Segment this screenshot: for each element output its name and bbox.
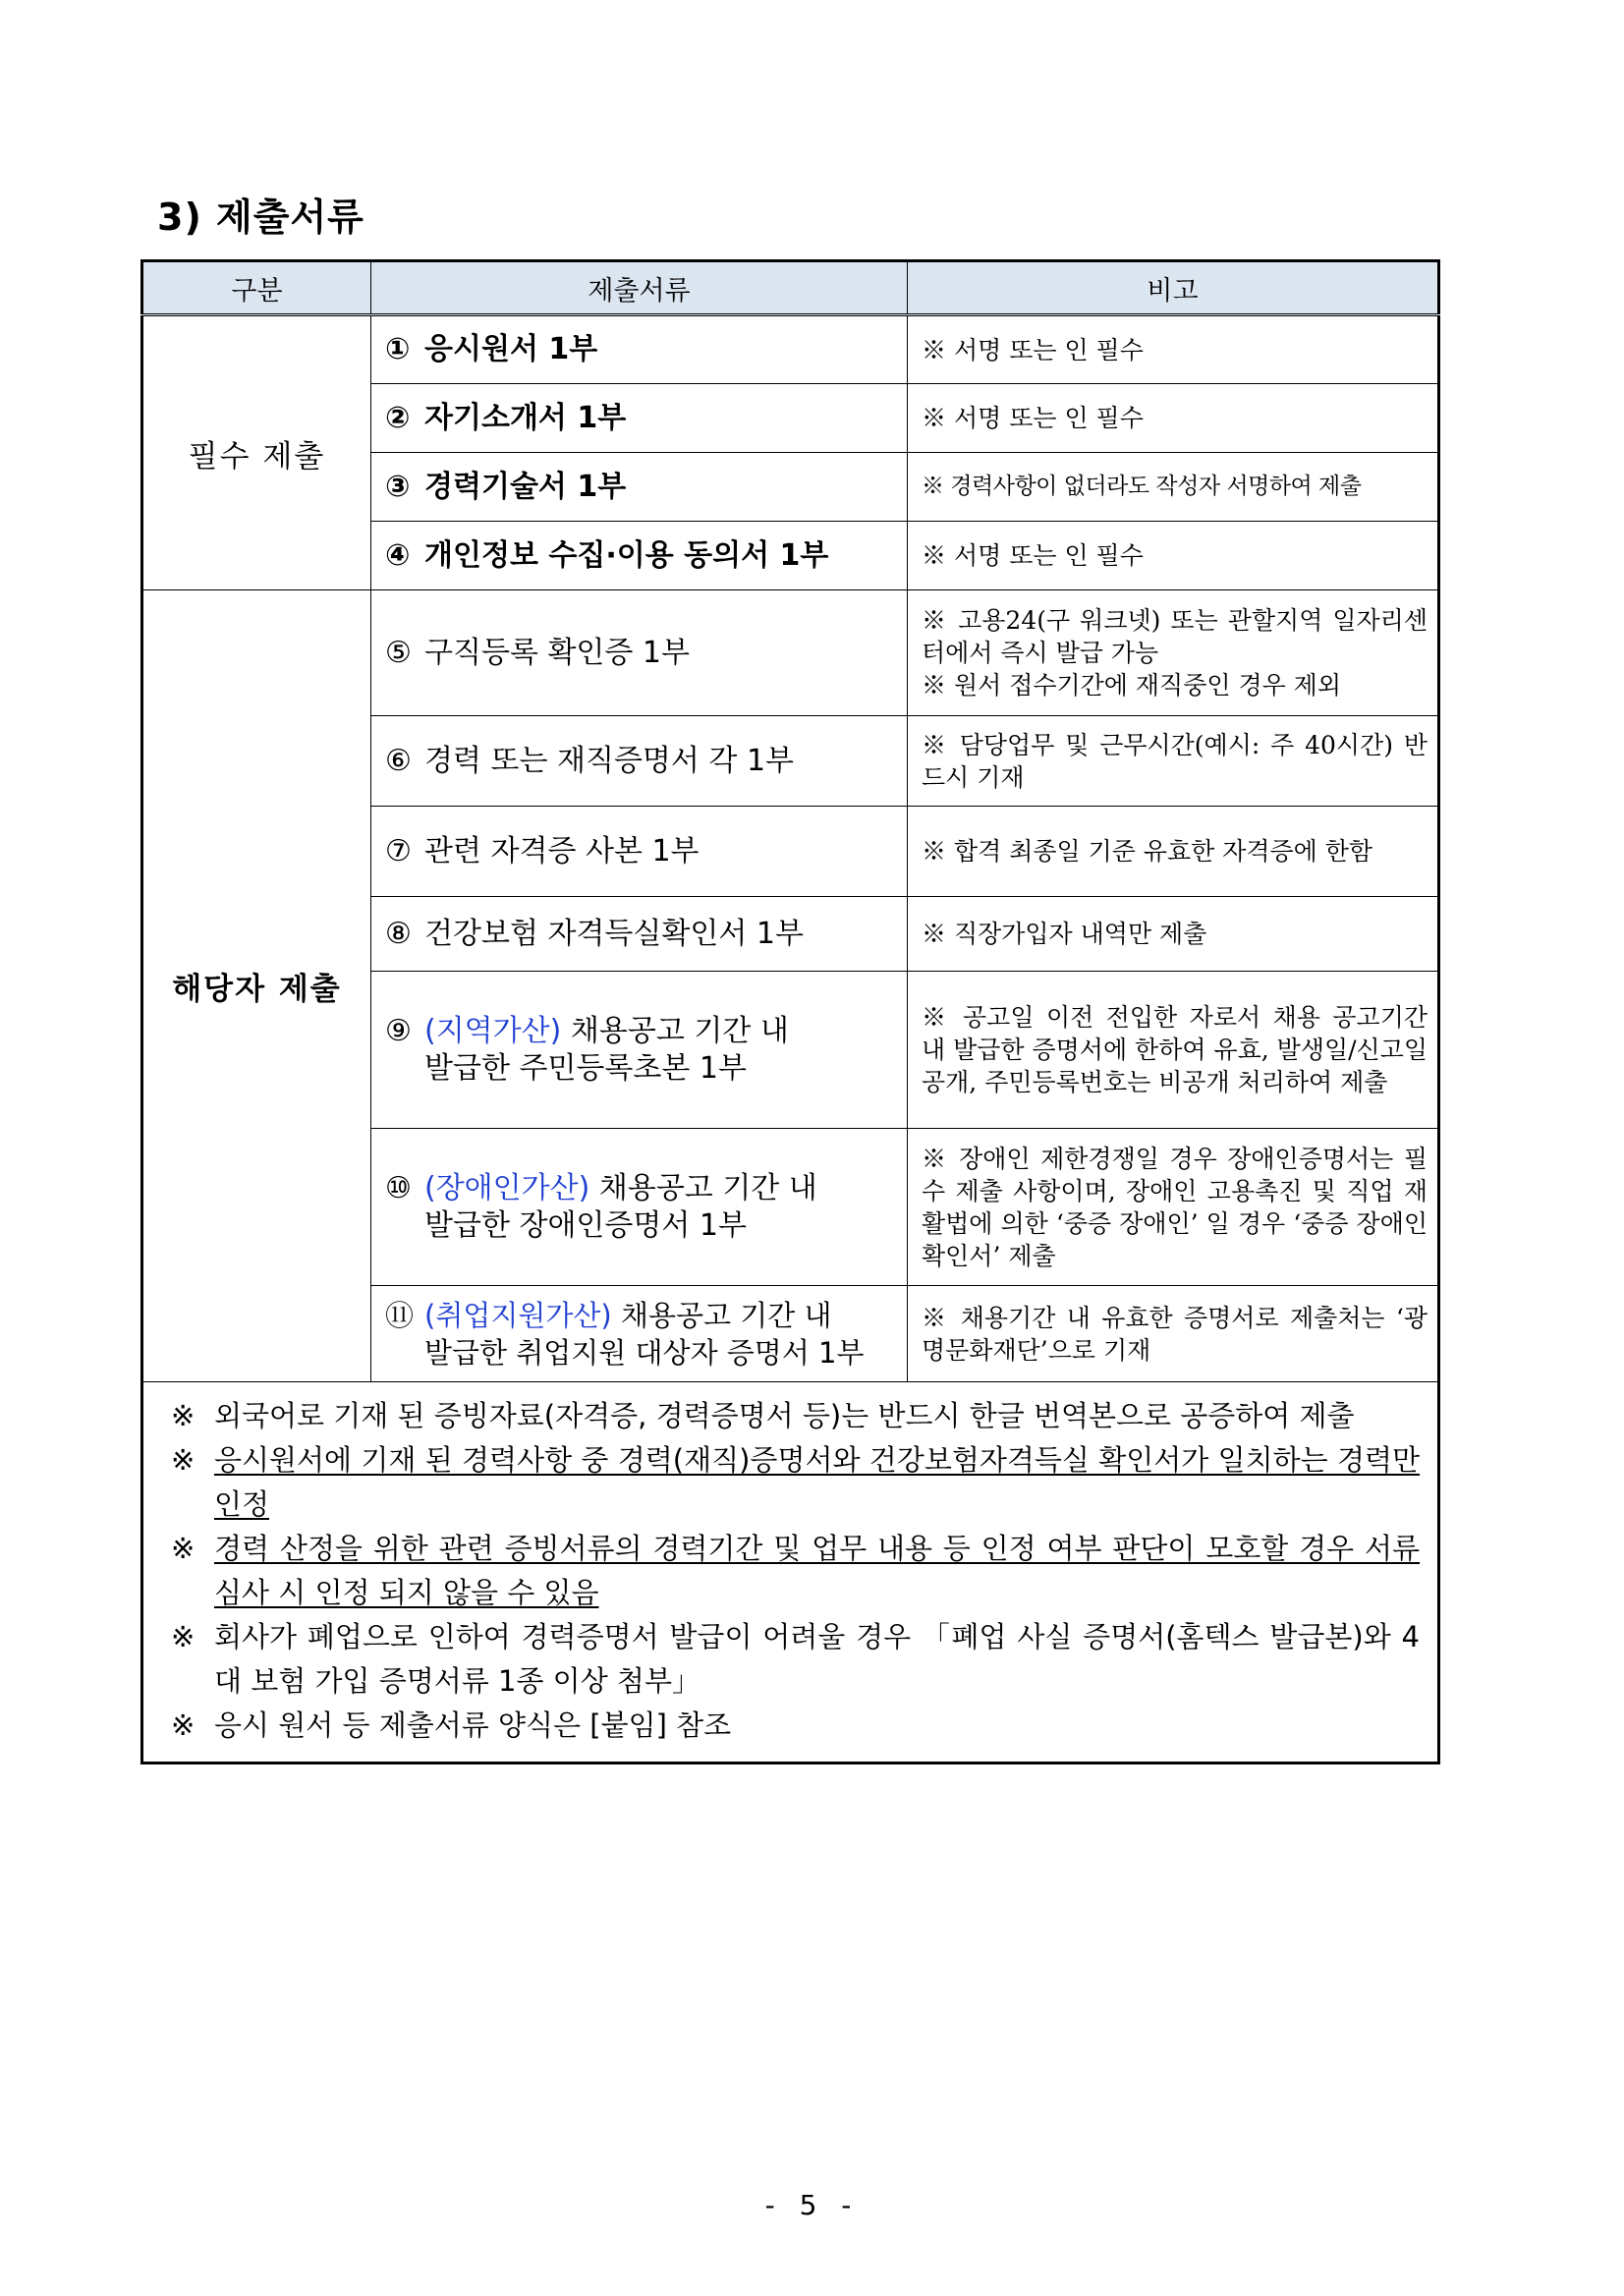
note-cell: ※ 고용24(구 워크넷) 또는 관할지역 일자리센터에서 즉시 발급 가능 ※ 원서 접수기간에 재직중인 경우 제외 [908,590,1439,716]
highlight-label: (취업지원가산) [424,1298,612,1332]
note-cell: ※ 서명 또는 인 필수 [908,315,1439,384]
highlight-label: (장애인가산) [424,1170,590,1205]
section-title: 3) 제출서류 [157,196,364,239]
table-header-row [142,261,1439,315]
doc-cell: ② 자기소개서 1부 [371,384,908,453]
category-applicable: 해당자 제출 [142,590,371,1382]
doc-cell: ⑩ (장애인가산) 채용공고 기간 내 발급한 장애인증명서 1부 [371,1129,908,1286]
highlight-label: (지역가산) [424,1013,562,1048]
note-cell: ※ 채용기간 내 유효한 증명서로 제출처는 ‘광명문화재단’으로 기재 [908,1286,1439,1382]
header-category: 구분 [142,261,371,315]
footnote: ※ 외국어로 기재 된 증빙자료(자격증, 경력증명서 등)는 반드시 한글 번역본으로 공증하여 제출 [171,1399,1355,1432]
note-cell: ※ 담당업무 및 근무시간(예시: 주 40시간) 반드시 기재 [908,716,1439,807]
table-row [142,315,1439,384]
doc-cell: ① 응시원서 1부 [371,315,908,384]
doc-cell: ④ 개인정보 수집·이용 동의서 1부 [371,522,908,590]
note-cell: ※ 직장가입자 내역만 제출 [908,897,1439,972]
doc-cell: ⑤ 구직등록 확인증 1부 [371,590,908,716]
doc-cell: ⑥ 경력 또는 재직증명서 각 1부 [371,716,908,807]
footnote: ※ 응시 원서 등 제출서류 양식은 [붙임] 참조 [171,1708,732,1742]
header-documents: 제출서류 [371,261,908,315]
footnote: ※ 회사가 폐업으로 인하여 경력증명서 발급이 어려울 경우 「폐업 사실 증명서(홈텍스 발급본)와 4대 보험 가입 증명서류 1종 이상 첨부」 [171,1620,1420,1698]
doc-cell: ⑧ 건강보험 자격득실확인서 1부 [371,897,908,972]
page-number: - 5 - [764,2189,860,2221]
category-required: 필수 제출 [142,315,371,590]
note-cell: ※ 장애인 제한경쟁일 경우 장애인증명서는 필수 제출 사항이며, 장애인 고용촉진 및 직업 재활법에 의한 ‘중증 장애인’ 일 경우 ‘중증 장애인 확인서’ 제출 [908,1129,1439,1286]
note-cell: ※ 경력사항이 없더라도 작성자 서명하여 제출 [908,453,1439,522]
note-cell: ※ 합격 최종일 기준 유효한 자격증에 한함 [908,807,1439,897]
doc-cell: ③ 경력기술서 1부 [371,453,908,522]
note-cell: ※ 서명 또는 인 필수 [908,384,1439,453]
note-cell: ※ 서명 또는 인 필수 [908,522,1439,590]
note-cell: ※ 공고일 이전 전입한 자로서 채용 공고기간 내 발급한 증명서에 한하여 유효, 발생일/신고일 공개, 주민등록번호는 비공개 처리하여 제출 [908,972,1439,1129]
footnote: ※ 경력 산정을 위한 관련 증빙서류의 경력기간 및 업무 내용 등 인정 여부 판단이 모호할 경우 서류 심사 시 인정 되지 않을 수 있음 [171,1532,1420,1609]
table-row [142,590,1439,716]
doc-cell: ⑦ 관련 자격증 사본 1부 [371,807,908,897]
header-remarks: 비고 [908,261,1439,315]
footnote: ※ 응시원서에 기재 된 경력사항 중 경력(재직)증명서와 건강보험자격득실 확인서가 일치하는 경력만 인정 [171,1443,1420,1521]
footnotes-row [142,1382,1439,1764]
doc-cell: ⑪ (취업지원가산) 채용공고 기간 내 발급한 취업지원 대상자 증명서 1부 [371,1286,908,1382]
submission-documents-table [140,259,1440,1764]
footnotes-cell [142,1382,1439,1764]
doc-cell: ⑨ (지역가산) 채용공고 기간 내 발급한 주민등록초본 1부 [371,972,908,1129]
